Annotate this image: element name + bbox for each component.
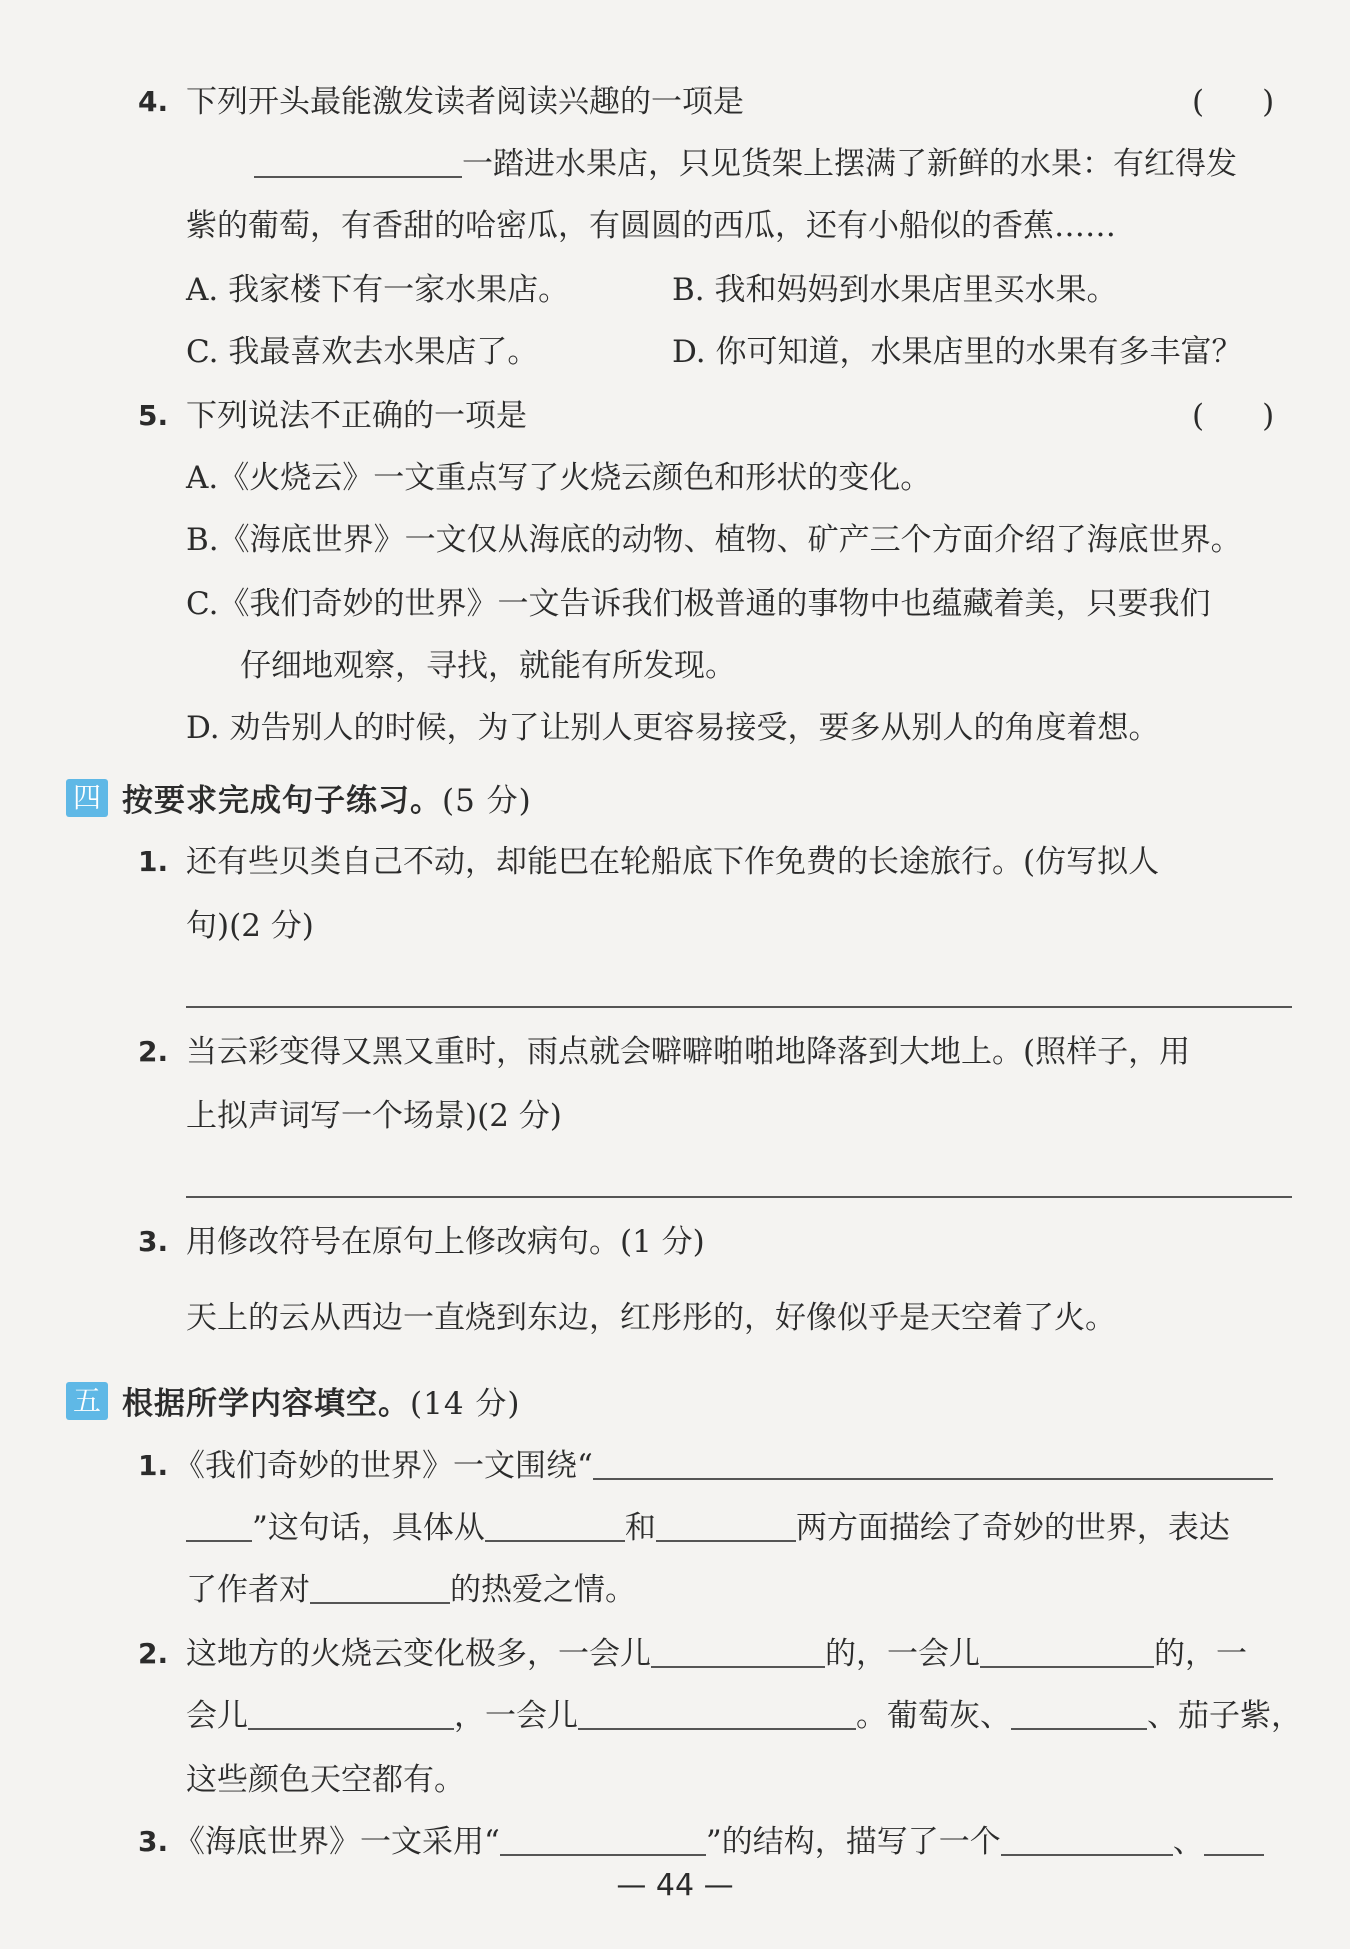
s5-q1-blank-sentence-end[interactable] <box>186 1510 252 1542</box>
section-5-header <box>66 1378 521 1423</box>
s5-q1-blank-aspect1[interactable] <box>485 1510 625 1542</box>
s5-q3-blank-1[interactable] <box>1001 1824 1173 1856</box>
section-4-points: (5 分) <box>442 783 532 819</box>
section-5-badge: 五 <box>66 1382 108 1420</box>
s4-q2-answer-line[interactable] <box>186 1196 1292 1198</box>
q4-answer-paren[interactable]: ( ) <box>1192 84 1275 120</box>
s5-q2-blank-4[interactable] <box>578 1698 856 1730</box>
page-number: — 44 — <box>616 1868 734 1903</box>
q5-answer-paren[interactable]: ( ) <box>1192 398 1275 434</box>
q4-opening-blank[interactable] <box>254 146 462 178</box>
q4-option-b[interactable]: B. 我和妈妈到水果店里买水果。 <box>672 272 1118 308</box>
q4-option-c[interactable]: C. 我最喜欢去水果店了。 <box>186 334 539 370</box>
s5-q3-blank-2[interactable] <box>1204 1824 1264 1856</box>
section-5-title: 根据所学内容填空。 <box>122 1386 410 1422</box>
s4-q1-answer-line[interactable] <box>186 1006 1292 1008</box>
q4-number: 4. <box>138 85 169 118</box>
s5-q2-blank-2[interactable] <box>980 1636 1154 1668</box>
q5-stem: 下列说法不正确的一项是 <box>186 398 527 434</box>
section-4-title: 按要求完成句子练习。 <box>122 783 442 819</box>
s5-q3-blank-structure[interactable] <box>500 1824 706 1856</box>
s5-q1-blank-sentence[interactable] <box>593 1448 1273 1480</box>
section-4-badge: 四 <box>66 779 108 817</box>
q4-stem: 下列开头最能激发读者阅读兴趣的一项是 <box>186 84 744 120</box>
section-5-points: (14 分) <box>410 1386 521 1422</box>
s5-q2-blank-3[interactable] <box>248 1698 454 1730</box>
section-4-header <box>66 775 532 820</box>
s5-q2-blank-5[interactable] <box>1011 1698 1147 1730</box>
q4-option-a[interactable]: A. 我家楼下有一家水果店。 <box>186 272 570 308</box>
s5-q2-blank-1[interactable] <box>651 1636 825 1668</box>
q4-option-d[interactable]: D. 你可知道，水果店里的水果有多丰富？ <box>672 334 1243 370</box>
s5-q1-blank-aspect2[interactable] <box>656 1510 796 1542</box>
q5-number: 5. <box>138 399 169 432</box>
worksheet-page: 4. 下列开头最能激发读者阅读兴趣的一项是 ( ) 一踏进水果店，只见货架上摆满了新鲜的水果：有红得发 紫的葡萄，有香甜的哈密瓜，有圆圆的西瓜，还有小船似的香蕉…… A. 我家楼下有一家水果店。 B. 我和妈妈到水果店里买水果。 C. 我最喜欢去水果店了。 D. 你可知道，水果店里的水果有多丰富？ 5. 下列说法不正确的一项是 ( ) A.《火烧云》一文重点写了火烧云颜色和形状的变化。 B.《海底世界》一文仅从海底的动物、植物、矿产三个方面介绍了海底世界。 C.《我们奇妙的世界》一文告诉我们极普通的事物中也蕴藏着美，只要我们 仔细地观察，寻找，就能有所发现。 D. 劝告别人的时候，为了让别人更容易接受，要多从别人的角度着想。 四 按要求完成句子练习。(5 分) 1. 还有些贝类自己不动，却能巴在轮船底下作免费的长途旅行。(仿写拟人 句)(2 分) 2. 当云彩变得又黑又重时，雨点就会噼噼啪啪地降落到大地上。(照样子，用 上拟声词写一个场景)(2 分) 3. 用修改符号在原句上修改病句。(1 分) 天上的云从西边一直烧到东边，红彤彤的，好像似乎是天空着了火。 五 根据所学内容填空。(14 分) 1. 《我们奇妙的世界》一文围绕“ ”这句话，具体从 和 两方面描绘了奇妙的世界，表达 了作者对 的热爱之情。 2. 这地方的火烧云变化极多，一会儿 的，一会儿 的，一 会儿 ，一会儿 。葡萄灰、 、茄子紫， 这些颜色天空都有。 3. 《海底世界》一文采用“ ”的结构，描写了一个 、 — 44 — <box>0 0 1350 1949</box>
s5-q1-blank-love[interactable] <box>310 1572 450 1604</box>
